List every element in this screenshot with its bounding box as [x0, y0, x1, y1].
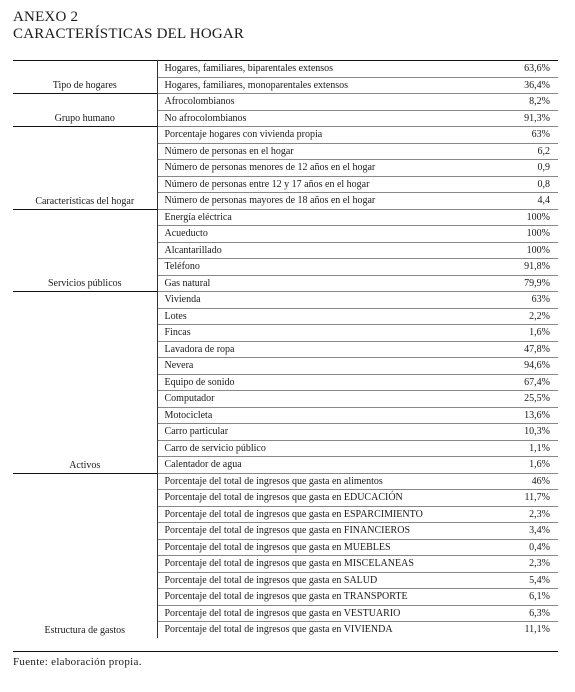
- item-value: 79,9%: [494, 275, 558, 292]
- item-value: 25,5%: [494, 391, 558, 408]
- item-label: Porcentaje hogares con vivienda propia: [157, 127, 494, 144]
- item-value: 11,7%: [494, 490, 558, 507]
- table-body: [13, 61, 558, 638]
- item-value: 11,1%: [524, 624, 550, 636]
- item-label: Porcentaje del total de ingresos que gasta en EDUCACIÓN: [157, 490, 494, 507]
- item-value: 2,2%: [494, 308, 558, 325]
- item-value: 13,6%: [494, 407, 558, 424]
- item-value: 100%: [494, 242, 558, 259]
- item-label: Vivienda: [157, 292, 494, 309]
- item-value: 6,2: [494, 143, 558, 160]
- item-label: Hogares, familiares, monoparentales extensos: [157, 77, 494, 94]
- item-value: 94,6%: [494, 358, 558, 375]
- item-value: 67,4%: [494, 374, 558, 391]
- item-label: Porcentaje del total de ingresos que gasta en TRANSPORTE: [157, 589, 494, 606]
- item-value: 2,3%: [494, 506, 558, 523]
- item-label: Gas natural: [157, 275, 494, 292]
- item-label: Número de personas menores de 12 años en el hogar: [157, 160, 494, 177]
- item-value: 10,3%: [494, 424, 558, 441]
- item-label: Hogares, familiares, biparentales extensos: [157, 61, 494, 78]
- item-label: Número de personas entre 12 y 17 años en el hogar: [157, 176, 494, 193]
- item-label: Nevera: [157, 358, 494, 375]
- table-row: [13, 473, 558, 490]
- item-label: Equipo de sonido: [157, 374, 494, 391]
- item-value: 63%: [494, 292, 558, 309]
- category-label: Tipo de hogares: [13, 61, 157, 94]
- item-label: Energía eléctrica: [157, 209, 494, 226]
- item-label: Lotes: [157, 308, 494, 325]
- item-value: 91,8%: [494, 259, 558, 276]
- item-label: Afrocolombianos: [157, 94, 494, 111]
- annex-title: [13, 9, 244, 43]
- item-label: Alcantarillado: [157, 242, 494, 259]
- item-value: 0,9: [494, 160, 558, 177]
- item-value: 0,8: [494, 176, 558, 193]
- item-label: Porcentaje del total de ingresos que gasta en FINANCIEROS: [157, 523, 494, 540]
- item-value: 63,6%: [494, 61, 558, 78]
- item-value: 6,3%: [494, 605, 558, 622]
- household-characteristics-table: [13, 60, 558, 638]
- source-note: Fuente: elaboración propia.: [13, 656, 142, 668]
- item-label: Porcentaje del total de ingresos que gasta en MUEBLES: [157, 539, 494, 556]
- item-label: Porcentaje del total de ingresos que gasta en VIVIENDA: [164, 624, 393, 636]
- item-value: 100%: [494, 226, 558, 243]
- item-value: 5,4%: [494, 572, 558, 589]
- item-label: Lavadora de ropa: [157, 341, 494, 358]
- item-label: Número de personas mayores de 18 años en el hogar: [157, 193, 494, 210]
- category-label: Características del hogar: [13, 127, 157, 210]
- annex-heading: CARACTERÍSTICAS DEL HOGAR: [13, 26, 245, 42]
- item-value: 1,1%: [494, 440, 558, 457]
- table-row: [13, 209, 558, 226]
- table-row: [13, 127, 558, 144]
- item-label: Porcentaje del total de ingresos que gasta en SALUD: [157, 572, 494, 589]
- item-value: 0,4%: [494, 539, 558, 556]
- item-label: Porcentaje del total de ingresos que gasta en MISCELANEAS: [157, 556, 494, 573]
- item-value: 47,8%: [494, 341, 558, 358]
- item-label: Porcentaje del total de ingresos que gasta en VESTUARIO: [157, 605, 494, 622]
- item-value: 100%: [494, 209, 558, 226]
- table-row: [13, 61, 558, 78]
- item-label: Acueducto: [157, 226, 494, 243]
- item-value: 8,2%: [494, 94, 558, 111]
- item-value: 63%: [494, 127, 558, 144]
- item-label: Carro de servicio público: [157, 440, 494, 457]
- item-label: Fincas: [157, 325, 494, 342]
- item-label: Motocicleta: [157, 407, 494, 424]
- item-value: 46%: [494, 473, 558, 490]
- category-label: Servicios públicos: [13, 209, 157, 292]
- table-bottom-rule: [13, 651, 558, 652]
- item-value: 36,4%: [494, 77, 558, 94]
- item-label: Computador: [157, 391, 494, 408]
- item-value: 1,6%: [494, 457, 558, 474]
- item-label: No afrocolombianos: [157, 110, 494, 127]
- item-value: 2,3%: [494, 556, 558, 573]
- item-value: 3,4%: [494, 523, 558, 540]
- category-label: Grupo humano: [13, 94, 157, 127]
- item-value: 6,1%: [494, 589, 558, 606]
- item-label: Porcentaje del total de ingresos que gasta en alimentos: [157, 473, 494, 490]
- item-value: 4,4: [494, 193, 558, 210]
- category-label: Estructura de gastos: [13, 473, 157, 638]
- item-label: Teléfono: [157, 259, 494, 276]
- item-label: Carro particular: [157, 424, 494, 441]
- table-row: [13, 292, 558, 309]
- table-row: [13, 94, 558, 111]
- item-label: Calentador de agua: [157, 457, 494, 474]
- annex-number: ANEXO 2: [13, 9, 79, 25]
- category-label: Activos: [13, 292, 157, 474]
- item-value: 91,3%: [494, 110, 558, 127]
- item-label: Porcentaje del total de ingresos que gasta en ESPARCIMIENTO: [157, 506, 494, 523]
- item-value: 1,6%: [494, 325, 558, 342]
- item-label: Número de personas en el hogar: [157, 143, 494, 160]
